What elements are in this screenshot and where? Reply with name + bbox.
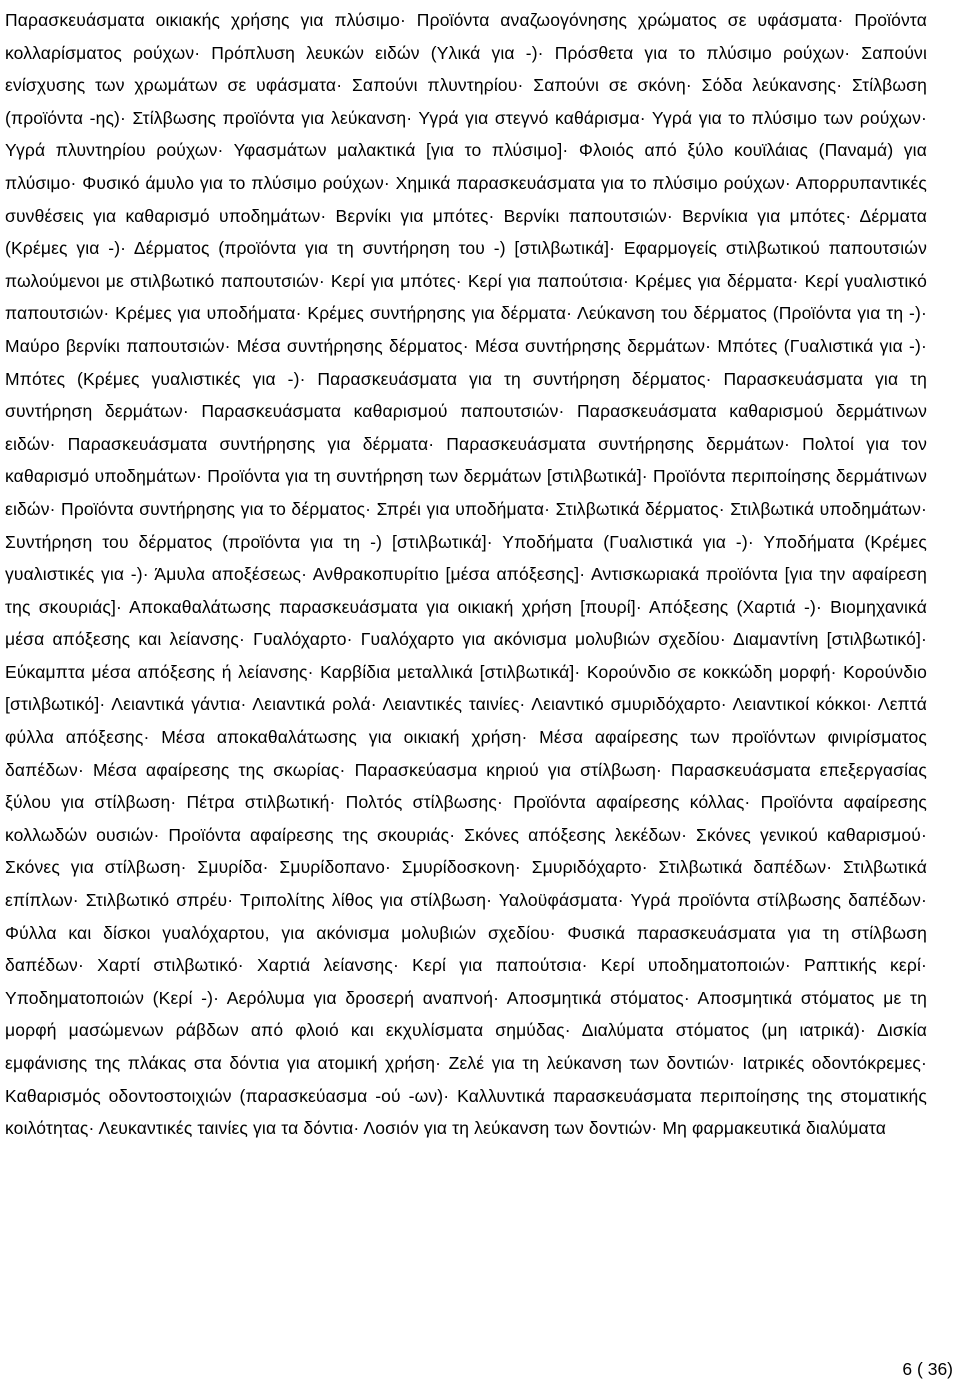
body-text: Παρασκευάσματα οικιακής χρήσης για πλύσιμο· Προϊόντα αναζωογόνησης χρώματος σε υφάσματα· Προϊόντα κολλαρίσματος ρούχων· Πρόπλυση λευκών ειδών (Υλικά για -)· Πρόσθετα για το πλύσιμο ρούχων· Σαπούνι ενίσχυσης των χρωμάτων σε υφάσματα· Σαπούνι πλυντηρίου· Σαπούνι σε σκόνη· Σόδα λεύκανσης· Στίλβωση (προϊόντα -ης)· Στίλβωσης προϊόντα για λεύκανση· Υγρά για στεγνό καθάρισμα· Υγρά για το πλύσιμο των ρούχων· Υγρά πλυντηρίου ρούχων· Υφασμάτων μαλακτικά [για το πλύσιμο]· Φλοιός από ξύλο κουϊλάιας (Παναμά) για πλύσιμο· Φυσικό άμυλο για το πλύσιμο ρούχων· Χημικά παρασκευάσματα για το πλύσιμο ρούχων· Απορρυπαντικές συνθέσεις για καθαρισμό υποδημάτων· Βερνίκι για μπότες· Βερνίκι παπουτσιών· Βερνίκια για μπότες· Δέρματα (Κρέμες για -)· Δέρματος (προϊόντα για τη συντήρηση του -) [στιλβωτικά]· Εφαρμογείς στιλβωτικού παπουτσιών πωλούμενοι με στιλβωτικό παπουτσιών· Κερί για μπότες· Κερί για παπούτσια· Κρέμες για δέρματα· Κερί γυαλιστικό παπουτσιών· Κρέμες για υποδήματα· Κρέμες συντήρησης για δέρματα· Λεύκανση του δέρματος (Προϊόντα για τη -)· Μαύρο βερνίκι παπουτσιών· Μέσα συντήρησης δέρματος· Μέσα συντήρησης δερμάτων· Μπότες (Γυαλιστικά για -)· Μπότες (Κρέμες γυαλιστικές για -)· Παρασκευάσματα για τη συντήρηση δέρματος· Παρασκευάσματα για τη συντήρηση δερμάτων· Παρασκευάσματα καθαρισμού παπουτσιών· Παρασκευάσματα καθαρισμού δερμάτινων ειδών· Παρασκευάσματα συντήρησης για δέρματα· Παρασκευάσματα συντήρησης δερμάτων· Πολτοί για τον καθαρισμό υποδημάτων· Προϊόντα για τη συντήρηση των δερμάτων [στιλβωτικά]· Προϊόντα περιποίησης δερμάτινων ειδών· Προϊόντα συντήρησης για το δέρματος· Σπρέι για υποδήματα· Στιλβωτικά δέρματος· Στιλβωτικά υποδημάτων· Συντήρηση του δέρματος (προϊόντα για τη -) [στιλβωτικά]· Υποδήματα (Γυαλιστικά για -)· Υποδήματα (Κρέμες γυαλιστικές για -)· Άμυλα αποξέσεως· Ανθρακοπυρίτιο [μέσα απόξεσης]· Αντισκωριακά προϊόντα [για την αφαίρεση της σκουριάς]· Αποκαθαλάτωσης παρασκευάσματα για οικιακή χρήση [πουρί]· Απόξεσης (Χαρτιά -)· Βιομηχανικά μέσα απόξεσης και λείανσης· Γυαλόχαρτο· Γυαλόχαρτο για ακόνισμα μολυβιών σχεδίου· Διαμαντίνη [στιλβωτικό]· Εύκαμπτα μέσα απόξεσης ή λείανσης· Καρβίδια μεταλλικά [στιλβωτικά]· Κορούνδιο σε κοκκώδη μορφή· Κορούνδιο [στιλβωτικό]· Λειαντικά γάντια· Λειαντικά ρολά· Λειαντικές ταινίες· Λειαντικό σμυριδόχαρτο· Λειαντικοί κόκκοι· Λεπτά φύλλα απόξεσης· Μέσα αποκαθαλάτωσης για οικιακή χρήση· Μέσα αφαίρεσης των προϊόντων φινιρίσματος δαπέδων· Μέσα αφαίρεσης της σκωρίας· Παρασκεύασμα κηριού για στίλβωση· Παρασκευάσματα επεξεργασίας ξύλου για στίλβωση· Πέτρα στιλβωτική· Πολτός στίλβωσης· Προϊόντα αφαίρεσης κόλλας· Προϊόντα αφαίρεσης κολλωδών ουσιών· Προϊόντα αφαίρεσης της σκουριάς· Σκόνες απόξεσης λεκέδων· Σκόνες γενικού καθαρισμού· Σκόνες για στίλβωση· Σμυρίδα· Σμυρίδοπανο· Σμυρίδοσκονη· Σμυριδόχαρτο· Στιλβωτικά δαπέδων· Στιλβωτικά επίπλων· Στιλβωτικό σπρέυ· Τριπολίτης λίθος για στίλβωση· Υαλοϋφάσματα· Υγρά προϊόντα στίλβωσης δαπέδων· Φύλλα και δίσκοι γυαλόχαρτου, για ακόνισμα μολυβιών σχεδίου· Φυσικά παρασκευάσματα για τη στίλβωση δαπέδων· Χαρτί στιλβωτικό· Χαρτιά λείανσης· Κερί για παπούτσια· Κερί υποδηματοποιών· Ραπτικής κερί· Υποδηματοποιών (Κερί -)· Αερόλυμα για δροσερή αναπνοή· Αποσμητικά στόματος· Αποσμητικά στόματος με τη μορφή μασώμενων ράβδων από φλοιό και εκχυλίσματα σημύδας· Διαλύματα στόματος (μη ιατρικά)· Δισκία εμφάνισης της πλάκας στα δόντια για ατομική χρήση· Ζελέ για τη λεύκανση των δοντιών· Ιατρικές οδοντόκρεμες· Καθαρισμός οδοντοστοιχιών (παρασκεύασμα -ού -ων)· Καλλυντικά παρασκευάσματα περιποίησης της στοματικής κοιλότητας· Λευκαντικές ταινίες για τα δόντια· Λοσιόν για τη λεύκανση των δοντιών· Μη φαρμακευτικά διαλύματα xyxy=(5,10,927,1139)
page-number: 6 ( 36) xyxy=(902,1359,953,1379)
